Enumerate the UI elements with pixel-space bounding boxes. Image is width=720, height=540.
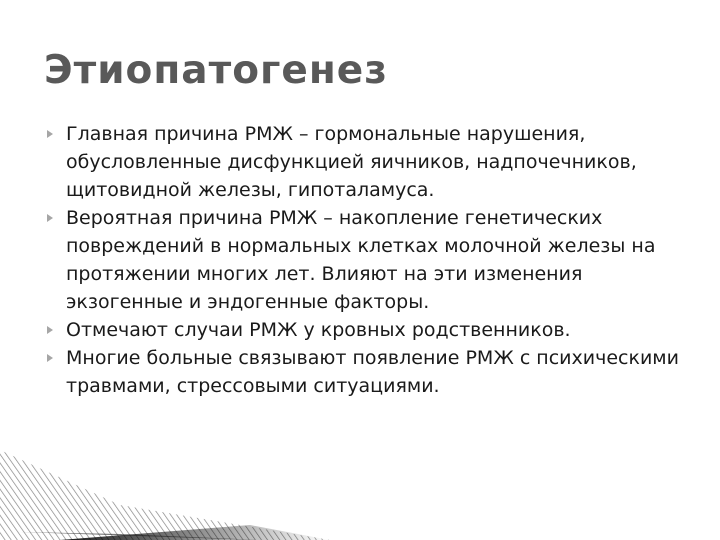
decorative-corner-stripes: [0, 420, 720, 540]
bullet-arrow-icon: [47, 326, 53, 334]
bullet-text: Вероятная причина РМЖ – накопление генетических повреждений в нормальных клетках молочной железы на протяжении многих лет. Влияют на эти изменения экзогенные и эндогенные факторы.: [66, 207, 656, 313]
bullet-item: [44, 316, 684, 344]
bullet-item: [44, 204, 684, 316]
bullet-arrow-icon: [47, 130, 53, 138]
hatched-wedge: [0, 450, 330, 540]
bullet-item: [44, 344, 684, 400]
bullet-item: [44, 120, 684, 204]
bullet-arrow-icon: [47, 354, 53, 362]
bullet-list: [44, 120, 684, 400]
bullet-arrow-icon: [47, 214, 53, 222]
bullet-text: Главная причина РМЖ – гормональные нарушения, обусловленные дисфункцией яичников, надпочечников, щитовидной железы, гипоталамуса.: [66, 123, 637, 201]
slide-title: Этиопатогенез: [44, 48, 388, 93]
bullet-text: Многие больные связывают появление РМЖ с психическими травмами, стрессовыми ситуациями.: [66, 347, 679, 397]
bullet-text: Отмечают случаи РМЖ у кровных родственников.: [66, 319, 571, 341]
